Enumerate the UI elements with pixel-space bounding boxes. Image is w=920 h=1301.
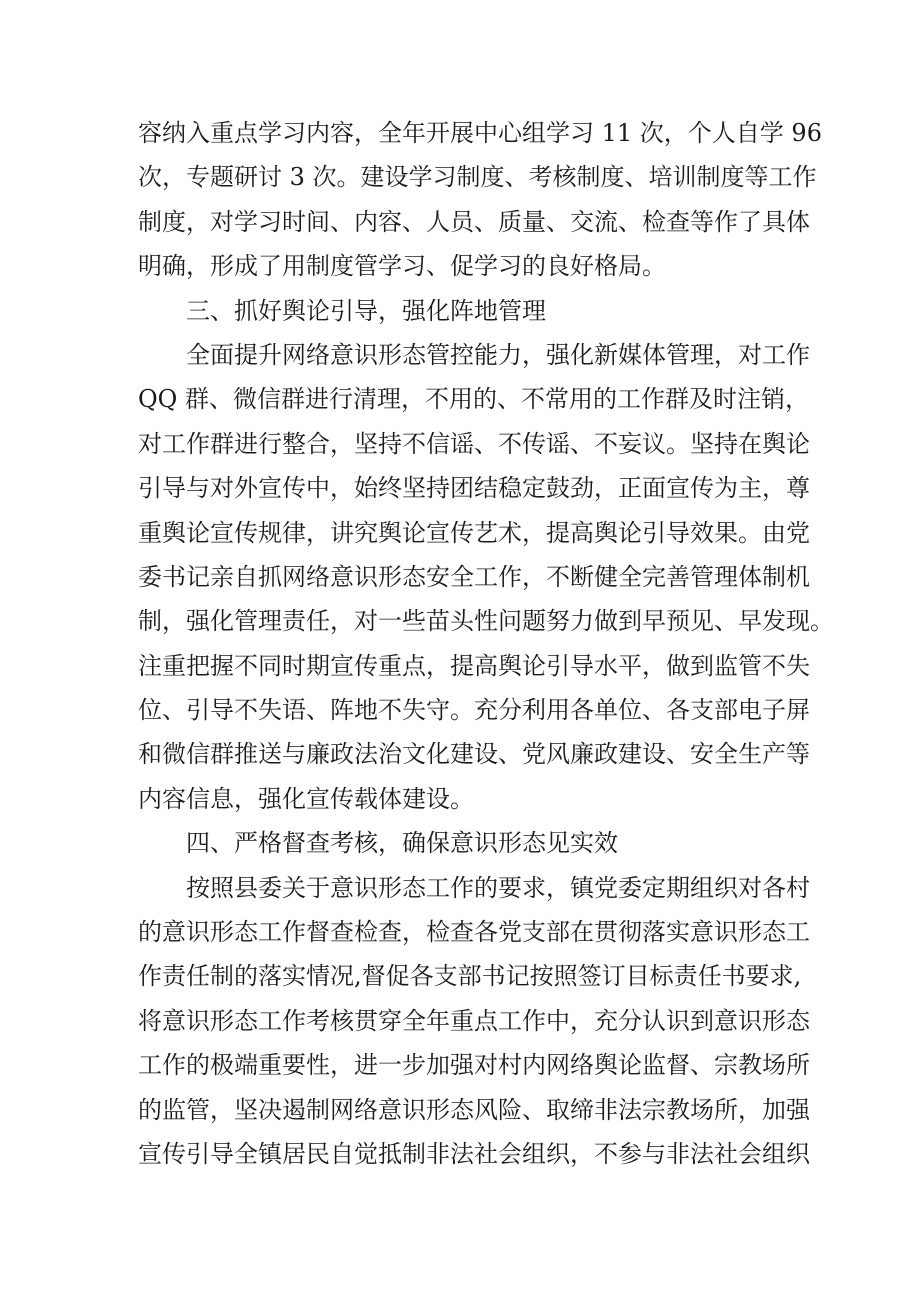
section-heading: 四、严格督查考核，确保意识形态见实效 (186, 829, 618, 858)
body-text-line: 的意识形态工作督查检查，检查各党支部在贯彻落实意识形态工 (138, 918, 810, 947)
body-text-line: 引导与对外宣传中，始终坚持团结稳定鼓劲，正面宣传为主，尊 (138, 474, 810, 503)
section-heading: 三、抓好舆论引导，强化阵地管理 (186, 296, 546, 325)
paragraph-first-line: 按照县委关于意识形态工作的要求，镇党委定期组织对各村 (186, 873, 810, 902)
paragraph-last-line: 明确，形成了用制度管学习、促学习的良好格局。 (138, 252, 666, 281)
body-text-line: 作责任制的落实情况,督促各支部书记按照签订目标责任书要求, (138, 962, 802, 991)
paragraph-last-line: 内容信息，强化宣传载体建设。 (138, 784, 474, 813)
body-text-line: 注重把握不同时期宣传重点，提高舆论引导水平，做到监管不失 (138, 651, 810, 680)
body-text-line: 的监管，坚决遏制网络意识形态风险、取缔非法宗教场所，加强 (138, 1095, 810, 1124)
body-text-line: 重舆论宣传规律，讲究舆论宣传艺术，提高舆论引导效果。由党 (138, 518, 810, 547)
body-text-line: 位、引导不失语、阵地不失守。充分利用各单位、各支部电子屏 (138, 696, 810, 725)
body-text-line: 和微信群推送与廉政法治文化建设、党风廉政建设、安全生产等 (138, 740, 810, 769)
body-text-line: 委书记亲自抓网络意识形态安全工作，不断健全完善管理体制机 (138, 562, 810, 591)
body-text-line: QQ 群、微信群进行清理，不用的、不常用的工作群及时注销， (138, 385, 809, 414)
body-text-line: 将意识形态工作考核贯穿全年重点工作中，充分认识到意识形态 (138, 1006, 810, 1035)
body-text-line: 制，强化管理责任，对一些苗头性问题努力做到早预见、早发现。 (138, 607, 834, 636)
body-text-line: 容纳入重点学习内容，全年开展中心组学习 11 次，个人自学 96 (138, 119, 822, 147)
paragraph-first-line: 全面提升网络意识形态管控能力，强化新媒体管理，对工作 (186, 340, 810, 369)
body-text-line: 宣传引导全镇居民自觉抵制非法社会组织，不参与非法社会组织 (138, 1139, 810, 1168)
body-text-line: 工作的极端重要性，进一步加强对村内网络舆论监督、宗教场所 (138, 1051, 810, 1080)
body-text-line: 对工作群进行整合，坚持不信谣、不传谣、不妄议。坚持在舆论 (138, 429, 810, 458)
body-text-line: 次，专题研讨 3 次。建设学习制度、考核制度、培训制度等工作 (138, 163, 817, 192)
body-text-line: 制度，对学习时间、内容、人员、质量、交流、检查等作了具体 (138, 207, 810, 236)
document-body (138, 111, 834, 1176)
